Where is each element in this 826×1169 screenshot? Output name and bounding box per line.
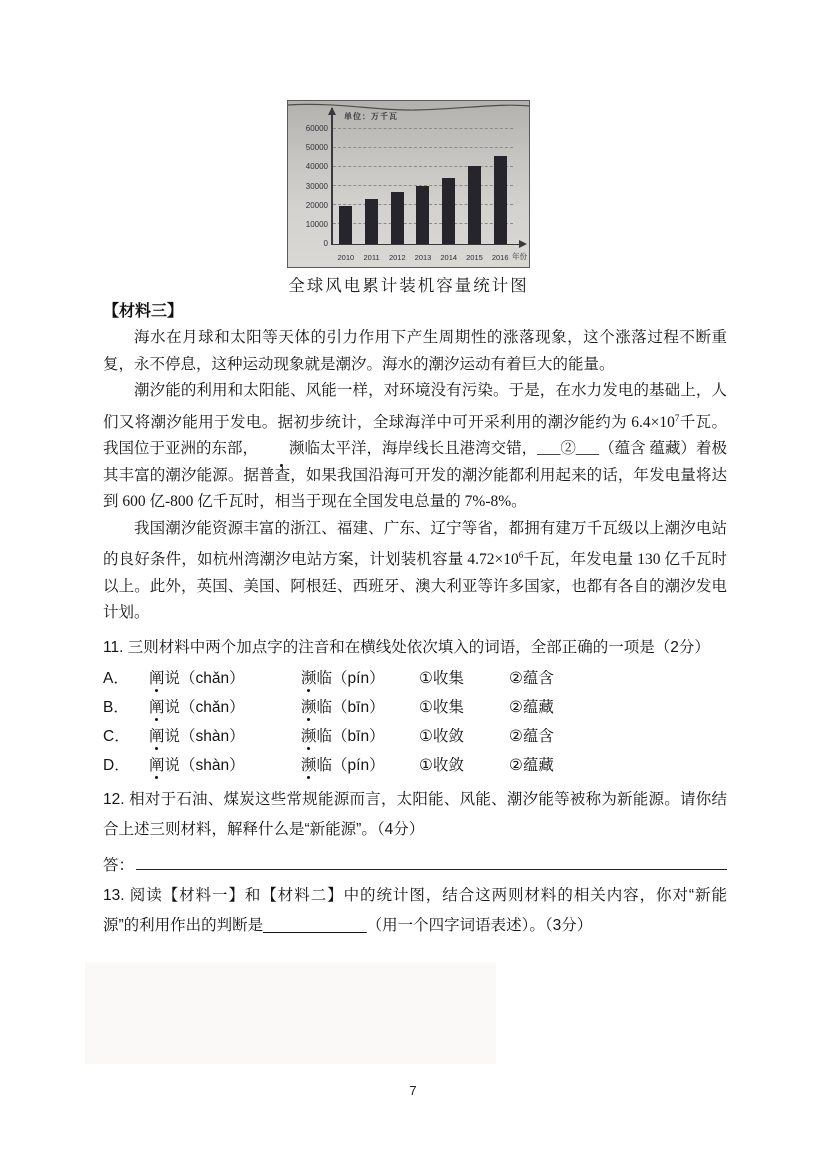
bar-2013 [416,186,429,244]
y-tick-60000: 60000 [305,124,328,133]
chart-photo [287,100,530,268]
question-12-text: 12. 相对于石油、煤炭这些常规能源而言，太阳能、风能、潮汐能等被称为新能源。请你结合上述三则材料，解释什么是“新能源”。（4分） [103,790,727,838]
question-11-text: 11. 三则材料中两个加点字的注音和在横线处依次填入的词语，全部正确的一项是（2分） [103,638,710,656]
bar-2010 [339,206,352,244]
chart-bars [333,129,513,244]
material-paragraphs [103,325,727,627]
chart-x-tick-labels [333,253,513,262]
x-tick-2010: 2010 [337,253,355,262]
y-tick-30000: 30000 [305,181,328,191]
q12-answer-blank[interactable] [136,869,727,870]
scan-wave-line [288,101,529,117]
q13-text-part1: 13. 阅读【材料一】和【材料二】中的统计图，结合这两则材料的相关内容，你对“新能源”的利用作出的判断是 [103,886,727,934]
material-paragraph: 潮汐能的利用和太阳能、风能一样，对环境没有污染。于是，在水力发电的基础上，人们又将潮汐能用于发电。据初步统计，全球海洋中可开采利用的潮汐能约为 $6.4\times 10^7$千瓦。我国位于亚洲的东部， 濒临太平洋，海岸线长且港湾交错，___②___（蕴含 蕴藏）着极其丰富的潮汐能源。据普查，如果我国沿海可开发的潮汐能都利用起来的话，年发电量将达到 600 亿-800 亿千瓦时，相当于现在全国发电总量的 7%-8%。 [103,382,727,511]
x-tick-2015: 2015 [466,253,483,262]
chart-unit-label: 单位：万千瓦 [344,112,398,121]
bar-2016 [494,156,507,244]
y-tick-0: 0 [323,239,328,248]
page-number: 7 [409,1083,417,1098]
x-tick-2014: 2014 [440,253,458,262]
q13-answer-blank[interactable]: ____________ [263,916,367,934]
x-tick-2012: 2012 [388,253,406,262]
x-tick-2013: 2013 [414,253,432,262]
scan-artifact-box [85,962,496,1064]
q11-option-C[interactable]: C． 阐说（shàn） 濒临（bīn） ①收敛 ②蕴含 [103,721,727,750]
material-paragraph: 我国潮汐能资源丰富的浙江、福建、广东、辽宁等省，都拥有建万千瓦级以上潮汐电站的良好条件，如杭州湾潮汐电站方案，计划装机容量 $4.72\times 10^6$千瓦，年发电量 130 亿千瓦时以上。此外，英国、美国、阿根廷、西班牙、澳大利亚等许多国家，也都有各自的潮汐发电计划。 [103,519,727,622]
y-tick-10000: 10000 [305,219,328,229]
chart-x-axis [331,244,520,246]
y-tick-50000: 50000 [305,143,328,153]
x-tick-2011: 2011 [363,253,380,262]
chart-caption: 全球风电累计装机容量统计图 [288,276,529,295]
x-tick-2016: 2016 [491,253,509,262]
q11-option-B[interactable]: B． 阐说（chǎn） 濒临（bīn） ①收集 ②蕴藏 [103,692,727,721]
question-13-text [103,881,727,941]
material-paragraph: 海水在月球和太阳等天体的引力作用下产生周期性的涨落现象，这个涨落过程不断重复，永不停息，这种运动现象就是潮汐。海水的潮汐运动有着巨大的能量。 [103,329,727,373]
page-content [103,299,727,941]
x-axis-arrow-icon [519,240,527,248]
y-tick-20000: 20000 [305,200,328,210]
chart-x-axis-title: 年份 [512,252,527,261]
y-tick-40000: 40000 [305,162,328,172]
q11-options [103,663,727,779]
bar-2011 [365,199,378,244]
bar-2015 [468,166,481,244]
q11-option-A[interactable]: A． 阐说（chǎn） 濒临（pín） ①收集 ②蕴含 [103,663,727,692]
q11-option-D[interactable]: D． 阐说（shàn） 濒临（pín） ①收敛 ②蕴藏 [103,750,727,779]
q12-answer-prefix: 答： [103,856,135,874]
q12-answer-row [103,845,727,875]
bar-2012 [391,192,404,244]
q13-text-part2: （用一个四字词语表述）。（3分） [366,916,593,934]
material-3-heading: 【材料三】 [103,303,184,320]
bar-2014 [442,178,455,244]
